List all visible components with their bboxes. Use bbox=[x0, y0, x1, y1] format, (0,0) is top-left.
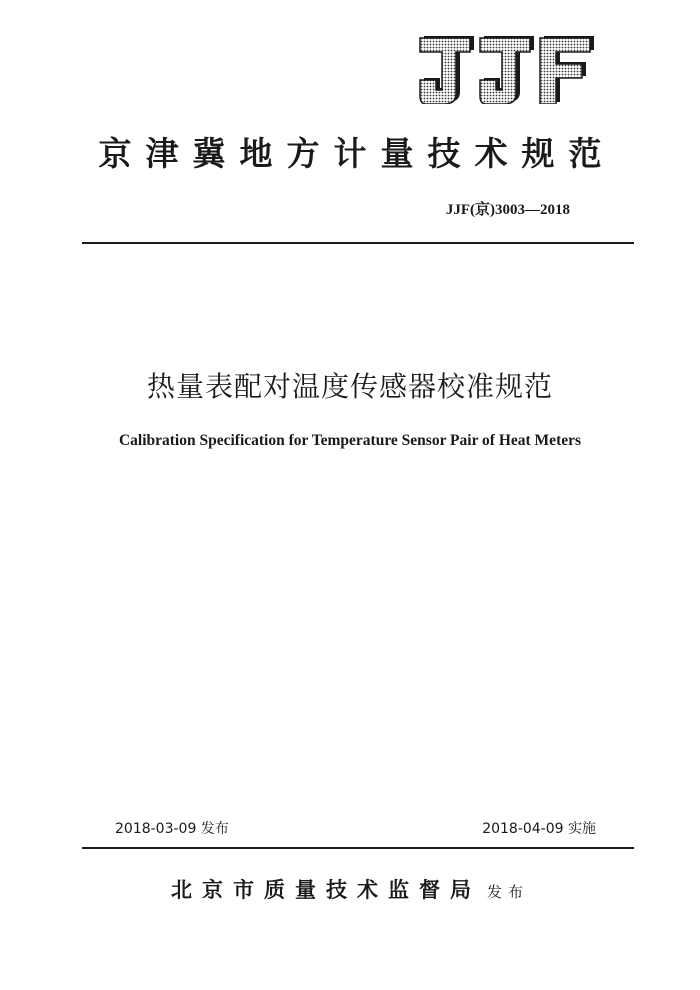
issuing-authority: 北京市质量技术监督局 bbox=[170, 877, 481, 902]
document-title-chinese: 热量表配对温度传感器校准规范 bbox=[146, 370, 553, 403]
issuer-line bbox=[0, 874, 700, 904]
top-divider bbox=[82, 242, 634, 244]
issue-date: 2018-03-09 发布 bbox=[115, 821, 229, 837]
document-title-english: Calibration Specification for Temperature Sensor Pair of Heat Meters bbox=[118, 432, 582, 449]
standard-number: JJF(京)3003—2018 bbox=[445, 202, 570, 218]
issued-label: 发布 bbox=[486, 883, 529, 901]
series-title: 京津冀地方计量技术规范 bbox=[98, 134, 616, 173]
implementation-date: 2018-04-09 实施 bbox=[482, 821, 596, 837]
jjf-logo bbox=[414, 30, 594, 104]
bottom-divider bbox=[82, 847, 634, 849]
